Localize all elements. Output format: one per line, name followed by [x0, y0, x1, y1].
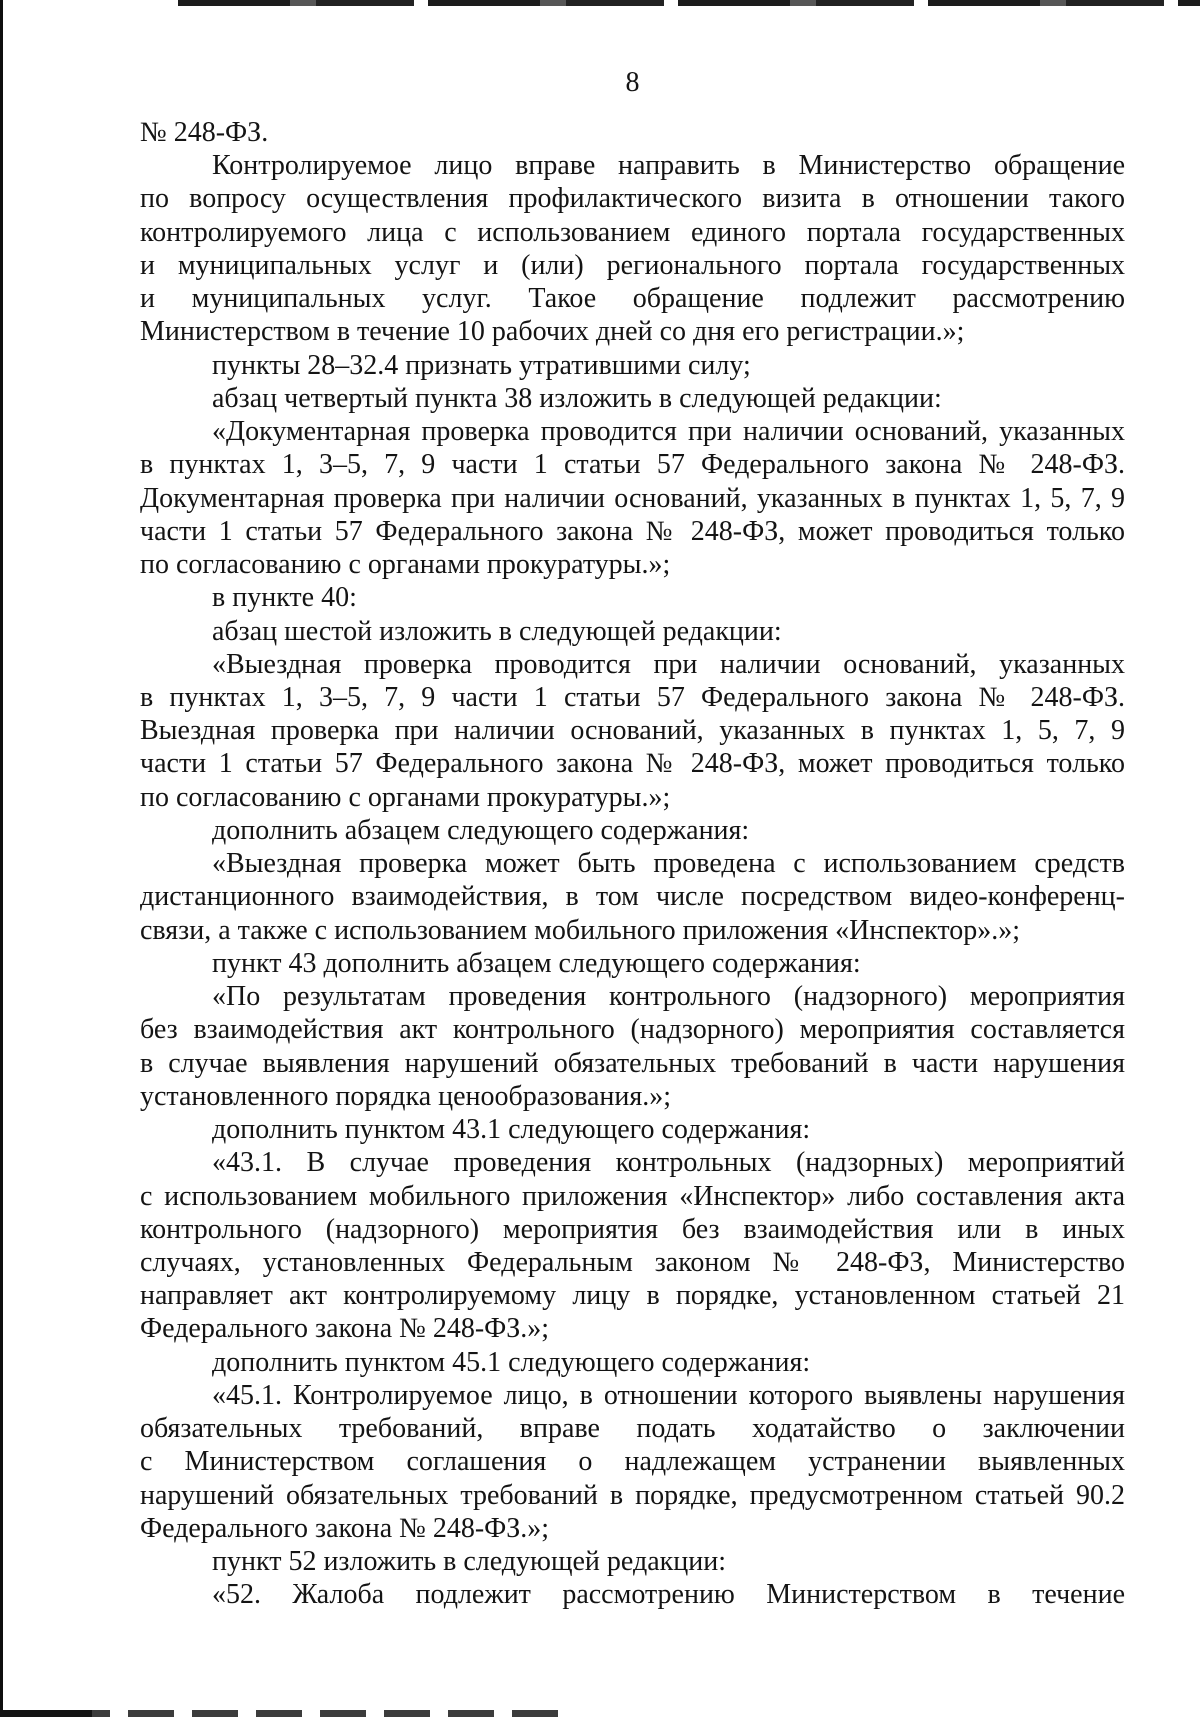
text-line: пункт 43 дополнить абзацем следующего содержания: [212, 947, 861, 979]
paragraph [140, 1113, 1125, 1146]
text-line: в случае выявления нарушений обязательных требований в части нарушения [140, 1047, 1125, 1079]
text-line: в пунктах 1, 3–5, 7, 9 части 1 статьи 57 Федерального закона № 248-ФЗ. [140, 681, 1125, 713]
text-line: дополнить пунктом 45.1 следующего содержания: [212, 1346, 811, 1378]
text-line: контрольного (надзорного) мероприятия без взаимодействия или в иных [140, 1213, 1125, 1245]
scan-artifact-left-edge [0, 0, 3, 1717]
text-line: в пункте 40: [212, 582, 357, 614]
paragraph [140, 947, 1125, 980]
text-line: дистанционного взаимодействия, в том числе посредством видео-конференц- [140, 881, 1125, 913]
text-line: Федерального закона № 248-ФЗ.»; [140, 1512, 550, 1544]
paragraph [140, 1146, 1125, 1345]
text-line: части 1 статьи 57 Федерального закона № 248-ФЗ, может проводиться только [140, 515, 1125, 547]
text-line: дополнить абзацем следующего содержания: [212, 814, 750, 846]
text-line: по согласованию с органами прокуратуры.»; [140, 781, 671, 813]
text-line: случаях, установленных Федеральным законом № 248-ФЗ, Министерство [140, 1246, 1125, 1278]
text-line: Выездная проверка при наличии оснований, указанных в пунктах 1, 5, 7, 9 [140, 715, 1125, 747]
text-line: «Выездная проверка может быть проведена с использованием средств [212, 848, 1125, 880]
text-line: части 1 статьи 57 Федерального закона № 248-ФЗ, может проводиться только [140, 748, 1125, 780]
paragraph [140, 615, 1125, 648]
text-line: «Выездная проверка проводится при наличии оснований, указанных [212, 648, 1125, 680]
text-line: «45.1. Контролируемое лицо, в отношении которого выявлены нарушения [212, 1379, 1125, 1411]
paragraph [140, 581, 1125, 614]
text-line: по согласованию с органами прокуратуры.»; [140, 549, 671, 581]
scan-artifact-top-strip [178, 0, 1200, 6]
text-line: Министерством в течение 10 рабочих дней со дня его регистрации.»; [140, 316, 965, 348]
text-line: дополнить пунктом 43.1 следующего содержания: [212, 1114, 811, 1146]
text-line: направляет акт контролируемому лицу в порядке, установленном статьей 21 [140, 1280, 1125, 1312]
paragraph [140, 847, 1125, 947]
text-line: с Министерством соглашения о надлежащем устранении выявленных [140, 1446, 1125, 1478]
paragraph [140, 149, 1125, 348]
text-line: Документарная проверка при наличии оснований, указанных в пунктах 1, 5, 7, 9 [140, 482, 1125, 514]
page-number: 8 [625, 67, 640, 98]
text-line: и муниципальных услуг и (или) регионального портала государственных [140, 249, 1125, 281]
paragraph [140, 648, 1125, 814]
text-line: «43.1. В случае проведения контрольных (надзорных) мероприятий [212, 1147, 1125, 1179]
paragraph [140, 1379, 1125, 1545]
text-line: Контролируемое лицо вправе направить в Министерство обращение [212, 150, 1125, 182]
text-line: «52. Жалоба подлежит рассмотрению Министерством в течение [212, 1579, 1125, 1611]
paragraph [140, 980, 1125, 1113]
paragraph [140, 349, 1125, 382]
paragraph [140, 1578, 1125, 1611]
text-line: абзац четвертый пункта 38 изложить в следующей редакции: [212, 382, 942, 414]
paragraph [140, 1346, 1125, 1379]
paragraph [140, 1545, 1125, 1578]
text-line: по вопросу осуществления профилактического визита в отношении такого [140, 183, 1125, 215]
paragraph [140, 415, 1125, 581]
text-line: с использованием мобильного приложения «Инспектор» либо составления акта [140, 1180, 1125, 1212]
paragraph [140, 814, 1125, 847]
text-line: пункт 52 изложить в следующей редакции: [212, 1546, 726, 1578]
text-line: нарушений обязательных требований в порядке, предусмотренном статьей 90.2 [140, 1479, 1125, 1511]
text-line: Федерального закона № 248-ФЗ.»; [140, 1313, 550, 1345]
text-line: «Документарная проверка проводится при наличии оснований, указанных [212, 416, 1125, 448]
text-line: без взаимодействия акт контрольного (надзорного) мероприятия составляется [140, 1014, 1125, 1046]
text-line: «По результатам проведения контрольного (надзорного) мероприятия [212, 981, 1125, 1013]
text-line: № 248-ФЗ. [140, 117, 269, 148]
text-line: и муниципальных услуг. Такое обращение подлежит рассмотрению [140, 283, 1125, 315]
text-line: обязательных требований, вправе подать ходатайство о заключении [140, 1413, 1125, 1445]
paragraph [140, 116, 1125, 149]
text-line: абзац шестой изложить в следующей редакции: [212, 615, 782, 647]
text-line: контролируемого лица с использованием единого портала государственных [140, 216, 1125, 248]
text-line: пункты 28–32.4 признать утратившими силу; [212, 349, 751, 381]
text-line: связи, а также с использованием мобильного приложения «Инспектор».»; [140, 914, 1021, 946]
paragraph [140, 382, 1125, 415]
text-line: установленного порядка ценообразования.»; [140, 1080, 672, 1112]
scan-artifact-bottom-strip [0, 1710, 565, 1717]
document-body [140, 116, 1125, 1612]
text-line: в пунктах 1, 3–5, 7, 9 части 1 статьи 57 Федерального закона № 248-ФЗ. [140, 449, 1125, 481]
